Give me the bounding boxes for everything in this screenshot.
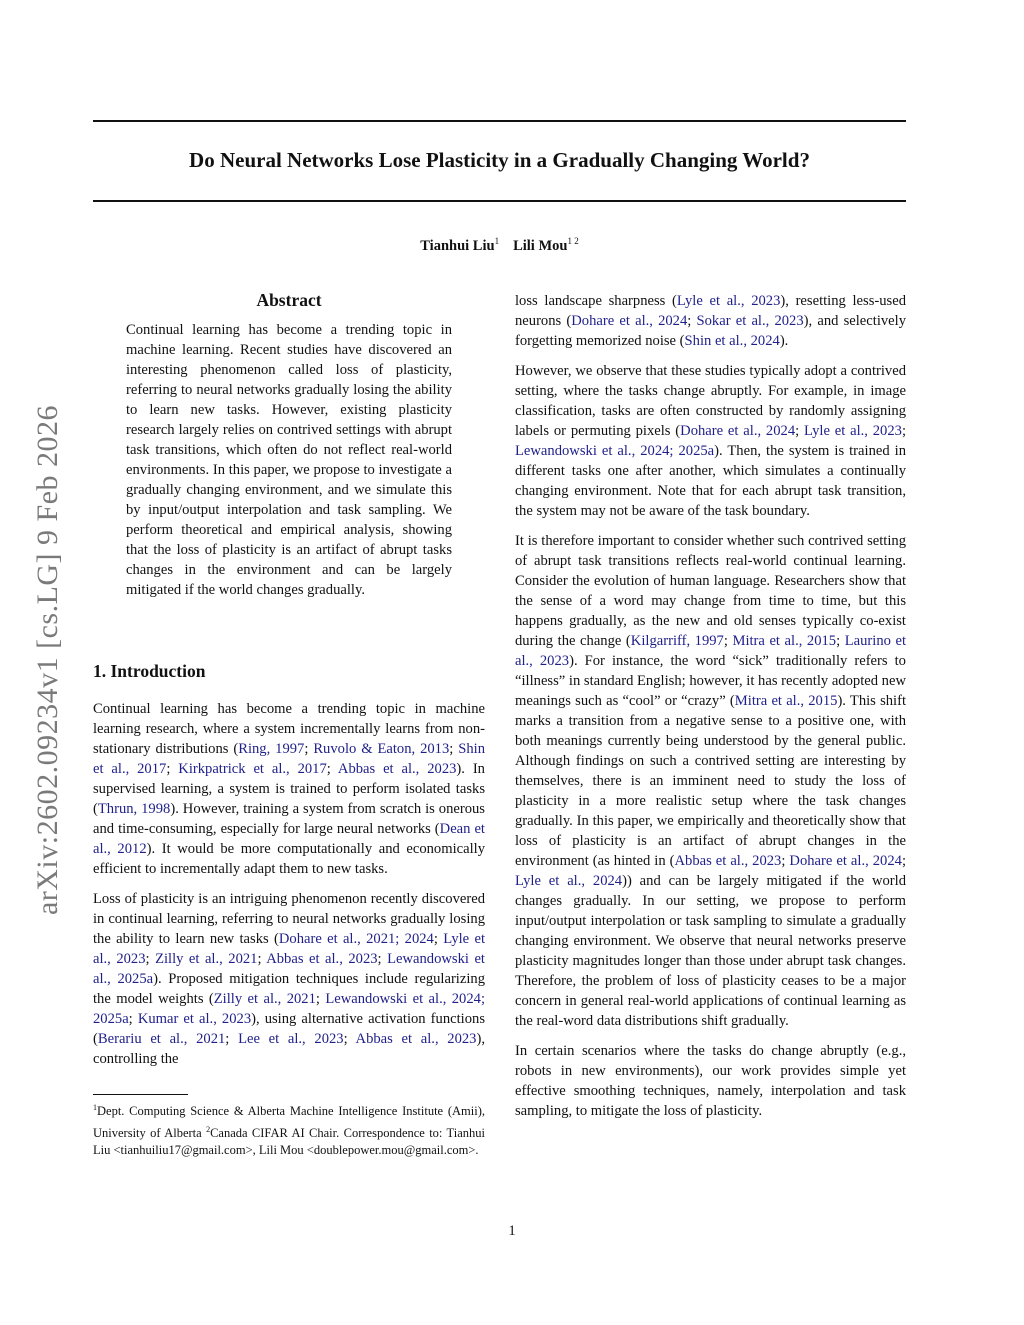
author-affiliation-mark: 1 2 (567, 236, 579, 246)
body-paragraph (515, 531, 906, 1031)
paragraph-text: ; (225, 1031, 239, 1047)
author-list (93, 236, 906, 255)
paragraph-text: ; (145, 951, 156, 967)
paragraph-text: ; (343, 1031, 356, 1047)
citation-link[interactable]: Abbas et al., 2023 (674, 853, 782, 869)
paragraph-text: ), using alternative activation functions ( (93, 1011, 485, 1047)
paragraph-text: ). (779, 333, 789, 349)
title-rule-top (93, 120, 906, 122)
arxiv-identifier-stamp: arXiv:2602.09234v1 [cs.LG] 9 Feb 2026 (31, 404, 64, 916)
paragraph-text: ). In supervised learning, a system is trained to perform isolated tasks ( (93, 761, 485, 817)
citation-link[interactable]: Lee et al., 2023 (238, 1031, 344, 1047)
citation-link[interactable]: Ruvolo & Eaton, 2013 (313, 741, 450, 757)
citation-link[interactable]: Dohare et al., 2024 (571, 313, 688, 329)
citation-link[interactable]: Lyle et al., 2023 (804, 423, 902, 439)
paragraph-text: ; (723, 633, 733, 649)
author-name: Tianhui Liu (420, 237, 495, 254)
citation-link[interactable]: Laurino et al., 2023 (515, 633, 907, 669)
citation-link[interactable]: Shin et al., 2024 (684, 333, 780, 349)
abstract-heading: Abstract (256, 290, 322, 310)
paragraph-text: Loss of plasticity is an intriguing phenomenon recently discovered in continual learning, referring to neural networks gradually losing the ability to learn new tasks ( (93, 891, 485, 947)
citation-link[interactable]: Lewandowski et al., 2025a (93, 951, 485, 987)
footnote-text: Canada CIFAR AI Chair. Correspondence to: Tianhui Liu <tianhuiliu17@gmail.com>, Lili Mou <doublepower.mou@gmail.com>. (93, 1125, 485, 1158)
paragraph-text: ). For instance, the word “sick” traditionally refers to “illness” in standard English; however, it has recently adopted new meanings such as “cool” or “crazy” ( (515, 653, 906, 709)
paragraph-text: ; (433, 931, 444, 947)
author-affiliation-mark: 1 (494, 236, 500, 246)
abstract-text: Continual learning has become a trending topic in machine learning. Recent studies have discovered an interesting phenomenon called loss of plasticity, referring to neural networks gradually losing the ability to learn new tasks. However, existing plasticity research largely relies on contrived settings with abrupt task transitions, which often do not reflect real-world environments. In this paper, we propose to investigate a gradually changing environment, and we simulate this by input/output interpolation and task sampling. We perform theoretical and empirical analysis, showing that the loss of plasticity is an artifact of abrupt tasks changes in the environment and can be largely mitigated if the world changes gradually. (126, 322, 452, 598)
paragraph-text: It is therefore important to consider whether such contrived setting of abrupt task transitions reflects real-world continual learning. Consider the evolution of human language. Researchers show that the sense of a word may change from time to time, but this happens gradually, as the new and old senses typically co-exist during the change ( (515, 533, 906, 649)
paragraph-text: ). However, training a system from scratch is onerous and time-consuming, especially for large neural networks ( (93, 801, 485, 837)
paragraph-text: loss landscape sharpness ( (515, 293, 677, 309)
body-paragraph (515, 1041, 906, 1121)
footnote-mark: 2 (206, 1124, 211, 1134)
paragraph-text: However, we observe that these studies typically adopt a contrived setting, where the tasks change abruptly. For example, in image classification, tasks are often constructed by randomly assigning labels or permuting pixels ( (515, 363, 906, 439)
paragraph-text: ; (326, 761, 338, 777)
paragraph-text: ; (901, 423, 906, 439)
paragraph-text: ). Proposed mitigation techniques include regularizing the model weights ( (93, 971, 485, 1007)
paragraph-text: ; (781, 853, 790, 869)
paragraph-text: ; (836, 633, 845, 649)
section-heading: 1. Introduction (93, 661, 206, 681)
paragraph-text: ). It would be more computationally and economically efficient to incrementally adapt them to new tasks. (93, 841, 485, 877)
citation-link[interactable]: Abbas et al., 2023 (355, 1031, 477, 1047)
paragraph-text: ). Then, the system is trained in different tasks one after another, which simulates a continually changing environment. Note that for each abrupt task transition, the system may not be aware of the task boundary. (515, 443, 906, 519)
citation-link[interactable]: Kumar et al., 2023 (137, 1011, 252, 1027)
citation-link[interactable]: Lyle et al., 2023 (93, 931, 485, 967)
paragraph-text: ; (449, 741, 459, 757)
citation-link[interactable]: Lyle et al., 2023 (676, 293, 781, 309)
affiliation-footnote (93, 1099, 485, 1160)
citation-link[interactable]: Mitra et al., 2015 (732, 633, 837, 649)
paragraph-text: ; (128, 1011, 138, 1027)
paragraph-text: ; (795, 423, 804, 439)
abstract-section (126, 288, 452, 610)
right-column (515, 291, 906, 1131)
paragraph-text: ; (257, 951, 267, 967)
paragraph-text: Continual learning has become a trending topic in machine learning research, where a system incrementally learns from non-stationary distributions ( (93, 701, 485, 757)
citation-link[interactable]: Ring, 1997 (238, 741, 305, 757)
citation-link[interactable]: Abbas et al., 2023 (337, 761, 457, 777)
citation-link[interactable]: Dohare et al., 2024 (680, 423, 796, 439)
paragraph-text: ; (315, 991, 326, 1007)
citation-link[interactable]: Kirkpatrick et al., 2017 (178, 761, 327, 777)
citation-link[interactable]: Lewandowski et al., 2024; 2025a (93, 991, 486, 1027)
body-paragraph (93, 699, 485, 879)
citation-link[interactable]: Sokar et al., 2023 (696, 313, 804, 329)
paragraph-text: ), and selectively forgetting memorized noise ( (515, 313, 906, 349)
footnote-divider (93, 1094, 188, 1095)
paragraph-text: In certain scenarios where the tasks do change abruptly (e.g., robots in new environments), our work provides simple yet effective smoothing techniques, namely, interpolation and task sampling, to mitigate the loss of plasticity. (515, 1043, 906, 1119)
paragraph-text: ; (304, 741, 314, 757)
paragraph-text: ; (377, 951, 388, 967)
citation-link[interactable]: Dean et al., 2012 (93, 821, 485, 857)
author-name: Lili Mou (513, 237, 568, 254)
paragraph-text: ), resetting less-used neurons ( (515, 293, 906, 329)
citation-link[interactable]: Kilgarriff, 1997 (630, 633, 724, 649)
paragraph-text: ; (901, 853, 906, 869)
introduction-section (93, 659, 485, 1079)
citation-link[interactable]: Abbas et al., 2023 (266, 951, 378, 967)
citation-link[interactable]: Lyle et al., 2024 (515, 873, 623, 889)
footnote-text: Dept. Computing Science & Alberta Machine Intelligence Institute (Amii), University of Alberta (93, 1104, 485, 1140)
citation-link[interactable]: Zilly et al., 2021 (155, 951, 258, 967)
citation-link[interactable]: Thrun, 1998 (97, 801, 171, 817)
paragraph-text: ). This shift marks a transition from a negative sense to a positive one, with both meanings currently being understood by the general public. Although findings on such a contrived setting are interesting by themselves, there is an imminent need to study the loss of plasticity in a more realistic setup where the task changes gradually. In this paper, we empirically and theoretically show that loss of plasticity is an artifact of abrupt changes in the environment (as hinted in ( (515, 693, 907, 869)
citation-link[interactable]: Dohare et al., 2024 (789, 853, 902, 869)
paper-title: Do Neural Networks Lose Plasticity in a Gradually Changing World? (189, 148, 810, 172)
body-paragraph (93, 889, 485, 1069)
footnote-mark: 1 (93, 1103, 97, 1112)
citation-link[interactable]: Dohare et al., 2021; 2024 (278, 931, 434, 947)
citation-link[interactable]: Mitra et al., 2015 (734, 693, 838, 709)
paragraph-text: ), controlling the (93, 1031, 485, 1067)
citation-link[interactable]: Zilly et al., 2021 (213, 991, 316, 1007)
citation-link[interactable]: Berariu et al., 2021 (97, 1031, 226, 1047)
paragraph-text: ; (687, 313, 697, 329)
paragraph-text: ; (166, 761, 179, 777)
citation-link[interactable]: Shin et al., 2017 (93, 741, 486, 777)
title-rule-bottom (93, 200, 906, 202)
citation-link[interactable]: Lewandowski et al., 2024; 2025a (515, 443, 715, 459)
page-number: 1 (508, 1223, 516, 1239)
body-paragraph (515, 291, 906, 351)
paragraph-text: )) and can be largely mitigated if the world changes gradually. In our setting, we propose to perform input/output interpolation or task sampling to simulate a gradually changing environment. We observe that neural networks preserve plasticity magnitudes longer than those under abrupt task changes. Therefore, the problem of loss of plasticity ceases to be a major concern in general real-world applications of continual learning as the real-word data distributions shift gradually. (515, 873, 906, 1029)
body-paragraph (515, 361, 906, 521)
